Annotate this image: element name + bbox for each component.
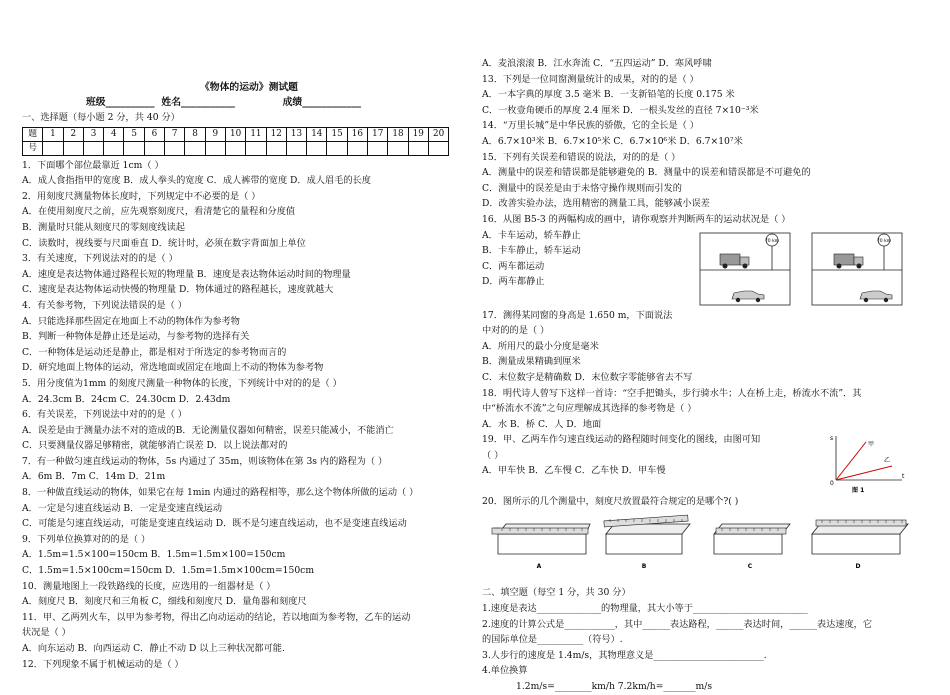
question-line: C．一枚壹角硬币的厚度 2.4 厘米 D．一根头发丝的直径 7×10⁻³米 bbox=[482, 104, 759, 116]
grid-label-cell: 题 bbox=[23, 127, 43, 141]
answer-cell[interactable] bbox=[43, 141, 63, 155]
question-line: A．速度是表达物体通过路程长短的物理量 B．速度是表达物体运动时间的物理量 bbox=[22, 268, 351, 280]
question-line: A．24.3cm B．24cm C．24.30cm D．2.43dm bbox=[22, 393, 231, 405]
speed-sign-label: 70 km bbox=[876, 238, 892, 244]
grid-number-cell: 9 bbox=[205, 127, 225, 141]
choice-questions-left bbox=[22, 158, 476, 673]
answer-cell[interactable] bbox=[327, 141, 347, 155]
answer-grid-answer-row bbox=[23, 141, 449, 155]
figure-caption: 图 1 bbox=[852, 487, 865, 495]
question-line: 7．有一种做匀速直线运动的物体，5s 内通过了 35m，则该物体在第 3s 内的路程为（ ） bbox=[22, 455, 388, 467]
ruler-option-c bbox=[714, 524, 790, 570]
choice-questions-right bbox=[482, 56, 934, 228]
line-jia-label: 甲 bbox=[868, 441, 875, 449]
question-20: 20．图所示的几个测量中，刻度尺放置最符合规定的是哪个?( ) bbox=[482, 496, 739, 508]
grid-number-cell: 7 bbox=[165, 127, 185, 141]
question-line: A．在使用刻度尺之前，应先观察刻度尺，看清楚它的量程和分度值 bbox=[22, 206, 296, 218]
answer-grid bbox=[22, 127, 449, 156]
answer-cell[interactable] bbox=[266, 141, 286, 155]
answer-cell[interactable] bbox=[368, 141, 388, 155]
question-line: 5．用分度值为1mm 的刻度尺测量一种物体的长度，下列统计中对的的是（ ） bbox=[22, 377, 342, 389]
question-line: 13．下列是一位同窗测量统计的成果，对的的是（ ） bbox=[482, 73, 699, 85]
question-line: 14．“万里长城”是中华民族的骄傲，它的全长是（ ） bbox=[482, 120, 699, 132]
question-line: C．测量中的误差是由于未恪守操作规则而引发的 bbox=[482, 182, 682, 194]
grid-number-cell: 18 bbox=[388, 127, 408, 141]
student-info-line: 班级__________ 姓名___________ 成绩____________ bbox=[86, 97, 362, 108]
question-line: C．可能是匀速直线运动，可能是变速直线运动 D．既不是匀速直线运动，也不是变速直线运动 bbox=[22, 518, 407, 530]
answer-cell[interactable] bbox=[347, 141, 367, 155]
question-line: C．速度是表达物体运动快慢的物理量 D．物体通过的路程越长，速度就越大 bbox=[22, 284, 334, 296]
q16-panel-left bbox=[700, 233, 790, 305]
question-line: 状况是（ ） bbox=[22, 627, 71, 639]
grid-number-cell: 13 bbox=[286, 127, 306, 141]
question-line: A．刻度尺 B．刻度尺和三角板 C，细线和刻度尺 D．量角器和刻度尺 bbox=[22, 596, 307, 608]
option-label: D bbox=[855, 562, 861, 570]
t-axis-label: t bbox=[902, 473, 905, 481]
q17-options-cd: C．末位数字是精确数 D．末位数字零能够省去不写 bbox=[482, 371, 693, 383]
question-line: A．只能选择那些固定在地面上不动的物体作为参考物 bbox=[22, 315, 240, 327]
grid-number-cell: 1 bbox=[43, 127, 63, 141]
question-line: C．只要测量仪器足够精密，就能够消亡误差 D．以上说法都对的 bbox=[22, 440, 288, 452]
sedan-icon bbox=[860, 291, 892, 302]
question-line: 2．用刻度尺测量物体长度时，下列规定中不必要的是（ ） bbox=[22, 190, 261, 202]
ruler-option-d bbox=[812, 520, 908, 570]
fill-line: 的国际单位是__________（符号）. bbox=[482, 634, 623, 646]
answer-cell[interactable] bbox=[185, 141, 205, 155]
q20-ruler-figure bbox=[482, 510, 932, 572]
right-column bbox=[482, 0, 934, 695]
fill-line: 3.人步行的速度是 1.4m/s，其物理意义是________________________. bbox=[482, 649, 767, 661]
q16-panel-right bbox=[812, 233, 902, 305]
answer-cell[interactable] bbox=[225, 141, 245, 155]
fill-line: 2.速度的计算公式是___________，其中______表达路程，______表达时间，______表达速度，它 bbox=[482, 618, 873, 630]
question-line: 19．甲、乙两车作匀速直线运动的路程随时间变化的图线，由图可知 bbox=[482, 434, 761, 446]
question-line: A．1.5m=1.5×100=150cm B．1.5m=1.5m×100=150cm bbox=[22, 549, 286, 561]
grid-number-cell: 2 bbox=[63, 127, 83, 141]
question-16 bbox=[482, 228, 934, 308]
line-yi-label: 乙 bbox=[884, 457, 891, 465]
question-line: 中“桥流水不流”之句应理解成其选择的参考物是（ ） bbox=[482, 403, 697, 415]
q19-st-graph bbox=[822, 432, 912, 494]
grid-number-cell: 19 bbox=[408, 127, 428, 141]
question-line: 9．下列单位换算对的的是（ ） bbox=[22, 533, 151, 545]
question-line: A．成人食指指甲的宽度 B．成人拳头的宽度 C．成人裤带的宽度 D．成人眉毛的长度 bbox=[22, 175, 371, 187]
question-line: 4．有关参考物，下列说法错误的是（ ） bbox=[22, 299, 187, 311]
question-line: B．测量时只能从刻度尺的零刻度线读起 bbox=[22, 221, 185, 233]
option-line: C．两车都运动 bbox=[482, 260, 545, 272]
grid-label-cell: 号 bbox=[23, 141, 43, 155]
unit-conversion-line: 1.2m/s=________km/h 7.2km/h=_______m/s bbox=[516, 681, 713, 693]
question-line: C．读数时，视线要与尺面垂直 D．统计时，必须在数字背面加上单位 bbox=[22, 237, 306, 249]
question-line: 11．甲、乙两列火车，以甲为参考物，得出乙向动运动的结论，若以地面为参考物，乙车的运动 bbox=[22, 611, 411, 623]
question-line: A．向东运动 B．向西运动 C．静止不动 D 以上三种状况都可能. bbox=[22, 643, 285, 654]
option-label: A bbox=[536, 562, 542, 570]
grid-number-cell: 5 bbox=[124, 127, 144, 141]
question-18 bbox=[482, 386, 934, 433]
answer-cell[interactable] bbox=[63, 141, 83, 155]
answer-cell[interactable] bbox=[144, 141, 164, 155]
question-line: 16．从图 B5-3 的两幅构成的画中，请你观察并判断两车的运动状况是（ ） bbox=[482, 213, 791, 225]
answer-cell[interactable] bbox=[124, 141, 144, 155]
answer-cell[interactable] bbox=[388, 141, 408, 155]
q16-car-figure bbox=[672, 228, 922, 308]
ruler-option-b bbox=[604, 515, 690, 570]
sedan-icon bbox=[732, 291, 764, 302]
section-1-heading: 一、选择题（每小题 2 分，共 40 分） bbox=[22, 112, 180, 123]
option-line: D．两车都静止 bbox=[482, 276, 545, 288]
grid-number-cell: 3 bbox=[83, 127, 103, 141]
option-line: B．卡车静止，轿车运动 bbox=[482, 245, 581, 257]
section-2-heading: 二、填空题（每空 1 分，共 30 分） bbox=[482, 587, 631, 599]
grid-number-cell: 11 bbox=[246, 127, 266, 141]
ruler-option-a bbox=[492, 524, 590, 570]
left-column bbox=[22, 0, 476, 672]
question-line: D．研究地面上物体的运动，常选地面或固定在地面上不动的物体为参考物 bbox=[22, 362, 324, 374]
option-line: A．卡车运动，轿车静止 bbox=[482, 229, 581, 241]
question-line: 8．一种做直线运动的物体，如果它在每 1min 内通过的路程相等，那么这个物体所做的运动（ ） bbox=[22, 487, 419, 499]
grid-number-cell: 4 bbox=[104, 127, 124, 141]
question-line: A．测量中的误差和错误都是能够避免的 B．测量中的误差和错误都是不可避免的 bbox=[482, 167, 811, 179]
option-label: B bbox=[641, 562, 647, 570]
question-line: 6．有关误差，下列说法中对的的是（ ） bbox=[22, 409, 187, 421]
grid-number-cell: 8 bbox=[185, 127, 205, 141]
s-axis-label: s bbox=[830, 435, 834, 443]
answer-cell[interactable] bbox=[83, 141, 103, 155]
answer-cell[interactable] bbox=[104, 141, 124, 155]
grid-number-cell: 20 bbox=[428, 127, 448, 141]
question-line: A．6.7×10³米 B．6.7×10⁵米 C．6.7×10⁶米 D．6.7×10⁷米 bbox=[482, 135, 743, 147]
option-label: C bbox=[747, 562, 753, 570]
grid-number-cell: 17 bbox=[368, 127, 388, 141]
origin-label: 0 bbox=[830, 480, 834, 488]
answer-cell[interactable] bbox=[165, 141, 185, 155]
grid-number-cell: 6 bbox=[144, 127, 164, 141]
question-line: A．误差是由于测量办法不对的造成的B．无论测量仪器如何精密，误差只能减小，不能消亡 bbox=[22, 424, 394, 436]
answer-cell[interactable] bbox=[286, 141, 306, 155]
fill-line: 4.单位换算 bbox=[482, 665, 528, 677]
answer-cell[interactable] bbox=[205, 141, 225, 155]
question-line: A．所用尺的最小分度是毫米 bbox=[482, 340, 599, 352]
question-line: A．水 B．桥 C．人 D．地面 bbox=[482, 418, 602, 430]
question-line: D．改善实验办法，选用精密的测量工具，能够减小误差 bbox=[482, 198, 710, 210]
fill-line: 1.速度是表达______________的物理量，其大小等于_________________________ bbox=[482, 603, 808, 615]
question-line: 17．测得某同窗的身高是 1.650 m，下面说法 bbox=[482, 309, 673, 321]
answer-cell[interactable] bbox=[428, 141, 448, 155]
question-line: 中对的的是（ ） bbox=[482, 325, 550, 337]
grid-number-cell: 12 bbox=[266, 127, 286, 141]
graph-line-jia bbox=[836, 442, 866, 480]
question-line: A．一定是匀速直线运动 B．一定是变速直线运动 bbox=[22, 502, 223, 514]
question-line: 15．下列有关误差和错误的说法，对的的是（ ） bbox=[482, 151, 681, 163]
question-line: A．一本字典的厚度 3.5 毫米 B．一支新铅笔的长度 0.175 米 bbox=[482, 89, 735, 101]
truck-icon bbox=[720, 254, 749, 269]
answer-cell[interactable] bbox=[246, 141, 266, 155]
question-line: B．测量成果精确到厘米 bbox=[482, 356, 581, 368]
question-line: A．麦浪滚滚 B．江水奔流 C．“五四运动” D．寒风呼啸 bbox=[482, 58, 712, 69]
question-line: （ ） bbox=[482, 449, 504, 461]
question-line: 10．测量地图上一段铁路线的长度，应选用的一组器材是（ ） bbox=[22, 580, 276, 592]
question-19 bbox=[482, 432, 934, 494]
grid-number-cell: 14 bbox=[307, 127, 327, 141]
question-line: C．1.5m=1.5×100cm=150cm D．1.5m=1.5m×100cm=150cm bbox=[22, 565, 315, 577]
page-title: 《物体的运动》测试题 bbox=[200, 82, 298, 93]
graph-line-yi bbox=[836, 466, 892, 480]
question-line: 18．明代诗人曾写下这样一首诗：“空手把锄头，步行骑水牛；人在桥上走，桥流水不流”．其 bbox=[482, 387, 862, 399]
question-line: 12．下列现象不属于机械运动的是（ ） bbox=[22, 658, 184, 670]
answer-grid-header-row bbox=[23, 127, 449, 141]
fill-in-questions bbox=[482, 601, 934, 679]
grid-number-cell: 16 bbox=[347, 127, 367, 141]
question-line: B．判断一种物体是静止还是运动，与参考物的选择有关 bbox=[22, 331, 250, 343]
speed-sign-label: 70 km bbox=[764, 238, 780, 244]
question-line: A．6m B．7m C．14m D．21m bbox=[22, 471, 166, 483]
question-line: C．一种物体是运动还是静止，都是相对于所选定的参考物而言的 bbox=[22, 346, 287, 358]
q19-options: A．甲车快 B．乙车慢 C．乙车快 D．甲车慢 bbox=[482, 465, 666, 477]
answer-cell[interactable] bbox=[408, 141, 428, 155]
question-line: 1．下面哪个部位最靠近 1cm（ ） bbox=[22, 159, 164, 171]
question-17 bbox=[482, 308, 934, 370]
grid-number-cell: 10 bbox=[225, 127, 245, 141]
grid-number-cell: 15 bbox=[327, 127, 347, 141]
truck-icon bbox=[834, 254, 863, 269]
question-line: 3．有关速度，下列说法对的的是（ ） bbox=[22, 253, 178, 265]
answer-cell[interactable] bbox=[307, 141, 327, 155]
